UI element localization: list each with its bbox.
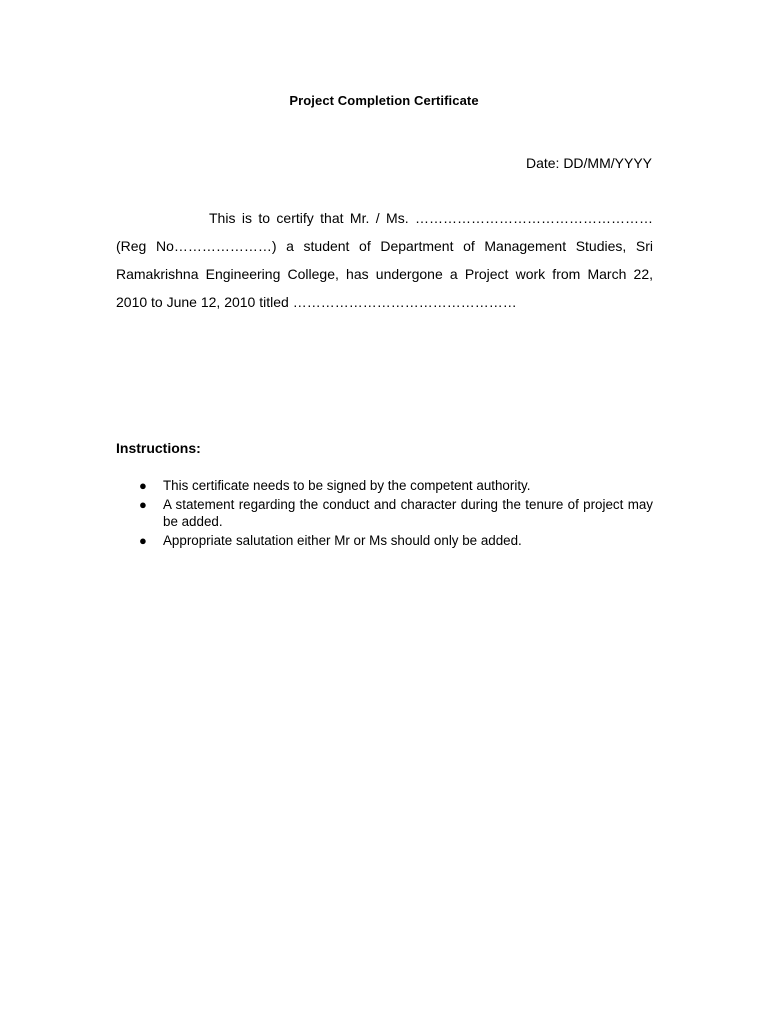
bullet-icon: ● [139,533,147,548]
instructions-heading: Instructions: [116,440,201,456]
document-title: Project Completion Certificate [289,93,479,108]
instruction-item [116,496,653,530]
instruction-text: This certificate needs to be signed by the competent authority. [163,478,531,493]
instructions-list [116,477,653,551]
bullet-icon: ● [139,497,147,512]
certificate-body: This is to certify that Mr. / Ms. …………………………………………… (Reg No…………………) a student of Department of Management Studies, Sri Ramakrishna Engineering College, has undergone a Project work from March 22, 2010 to June 12, 2010 titled ………………………………………… [116,210,653,310]
bullet-icon: ● [139,478,147,493]
date-line: Date: DD/MM/YYYY [525,155,652,171]
instruction-text: Appropriate salutation either Mr or Ms should only be added. [163,533,522,548]
instruction-item [116,532,653,549]
instruction-text: A statement regarding the conduct and character during the tenure of project may be added. [163,497,653,529]
instruction-item [116,477,653,494]
